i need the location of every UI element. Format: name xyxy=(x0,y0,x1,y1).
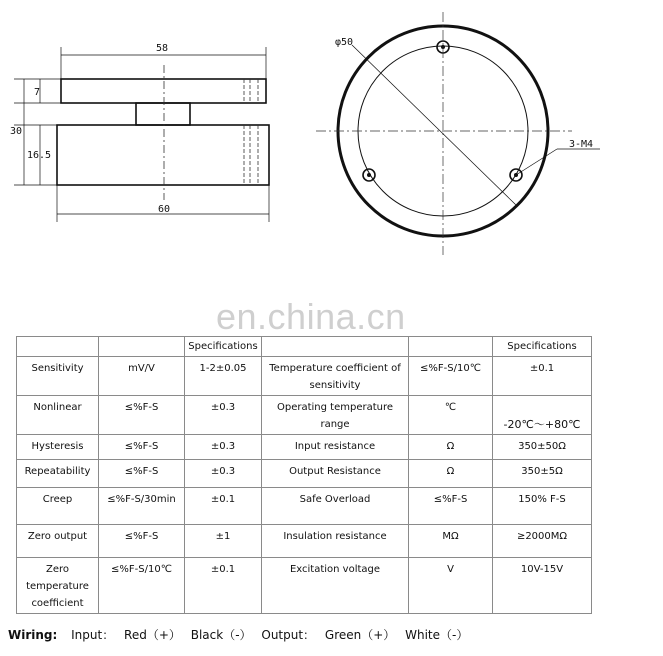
header-cell xyxy=(262,337,409,357)
unit-cell: ≤%F-S xyxy=(99,396,185,435)
spec-cell: ±0.3 xyxy=(185,435,262,460)
table-header-row xyxy=(17,337,592,357)
dim-height-total: 30 xyxy=(10,126,23,137)
param-cell: Output Resistance xyxy=(262,460,409,488)
header-cell: Specifications xyxy=(493,337,592,357)
unit-cell: MΩ xyxy=(409,525,493,558)
unit-cell: ≤%F-S xyxy=(99,435,185,460)
wiring-line xyxy=(8,626,474,643)
spec-cell: 350±50Ω xyxy=(493,435,592,460)
dim-width-top: 58 xyxy=(156,43,169,54)
input-black: Black（-） xyxy=(190,628,252,642)
bottom-body xyxy=(57,125,269,185)
spec-table xyxy=(16,336,592,614)
header-cell xyxy=(99,337,185,357)
unit-cell: Ω xyxy=(409,435,493,460)
param-cell: Operating temperature range xyxy=(262,396,409,435)
table-row xyxy=(17,435,592,460)
table-row xyxy=(17,357,592,396)
table-row xyxy=(17,525,592,558)
table-row xyxy=(17,396,592,435)
unit-cell: ≤%F-S/30min xyxy=(99,488,185,525)
table-row xyxy=(17,460,592,488)
unit-cell: V xyxy=(409,558,493,614)
dim-thread: 3-M4 xyxy=(569,139,594,150)
hidden-lines xyxy=(164,65,258,200)
param-cell: Repeatability xyxy=(17,460,99,488)
unit-cell: ≤%F-S xyxy=(99,525,185,558)
spec-cell: 10V-15V xyxy=(493,558,592,614)
side-dimensions xyxy=(14,47,269,222)
spec-cell: ±0.1 xyxy=(185,488,262,525)
output-green: Green（+） xyxy=(324,628,396,642)
output-white: White（-） xyxy=(405,628,469,642)
spec-cell: ≥2000MΩ xyxy=(493,525,592,558)
header-cell: Specifications xyxy=(185,337,262,357)
spec-cell: 350±5Ω xyxy=(493,460,592,488)
spec-cell: -20℃～+80℃ xyxy=(493,396,592,435)
table-row xyxy=(17,558,592,614)
param-cell: Insulation resistance xyxy=(262,525,409,558)
param-cell: Nonlinear xyxy=(17,396,99,435)
blurred-heading xyxy=(6,286,166,300)
spec-cell: 1-2±0.05 xyxy=(185,357,262,396)
wiring-label: Wiring: xyxy=(8,628,58,642)
unit-cell: ≤%F-S/10℃ xyxy=(409,357,493,396)
spec-cell: ±0.1 xyxy=(185,558,262,614)
drawing-svg xyxy=(0,0,663,275)
unit-cell: ≤%F-S xyxy=(99,460,185,488)
param-cell: Safe Overload xyxy=(262,488,409,525)
input-label: Input： xyxy=(71,628,115,642)
unit-cell: ≤%F-S/10℃ xyxy=(99,558,185,614)
dim-height-bottom: 16.5 xyxy=(27,150,52,161)
param-cell: Zero output xyxy=(17,525,99,558)
param-cell: Hysteresis xyxy=(17,435,99,460)
unit-cell: Ω xyxy=(409,460,493,488)
param-cell: Sensitivity xyxy=(17,357,99,396)
param-cell: Zero temperature coefficient xyxy=(17,558,99,614)
dim-height-top: 7 xyxy=(34,87,41,98)
side-view xyxy=(57,79,269,185)
spec-cell: ±1 xyxy=(185,525,262,558)
unit-cell: mV/V xyxy=(99,357,185,396)
top-dimensions xyxy=(352,45,600,205)
param-cell: Creep xyxy=(17,488,99,525)
input-red: Red（+） xyxy=(124,628,181,642)
spec-cell: 150% F-S xyxy=(493,488,592,525)
param-cell: Excitation voltage xyxy=(262,558,409,614)
header-cell xyxy=(17,337,99,357)
center-boss xyxy=(136,103,190,125)
param-cell: Temperature coefficient of sensitivity xyxy=(262,357,409,396)
table-row xyxy=(17,488,592,525)
top-plate xyxy=(61,79,266,103)
param-cell: Input resistance xyxy=(262,435,409,460)
spec-cell: ±0.1 xyxy=(493,357,592,396)
watermark: en.china.cn xyxy=(216,296,406,337)
dim-diameter: φ50 xyxy=(335,37,354,48)
dim-width-bottom: 60 xyxy=(158,204,171,215)
spec-cell: ±0.3 xyxy=(185,396,262,435)
unit-cell: ℃ xyxy=(409,396,493,435)
spec-cell: ±0.3 xyxy=(185,460,262,488)
header-cell xyxy=(409,337,493,357)
unit-cell: ≤%F-S xyxy=(409,488,493,525)
technical-drawing xyxy=(0,0,663,275)
output-label: Output： xyxy=(261,628,316,642)
